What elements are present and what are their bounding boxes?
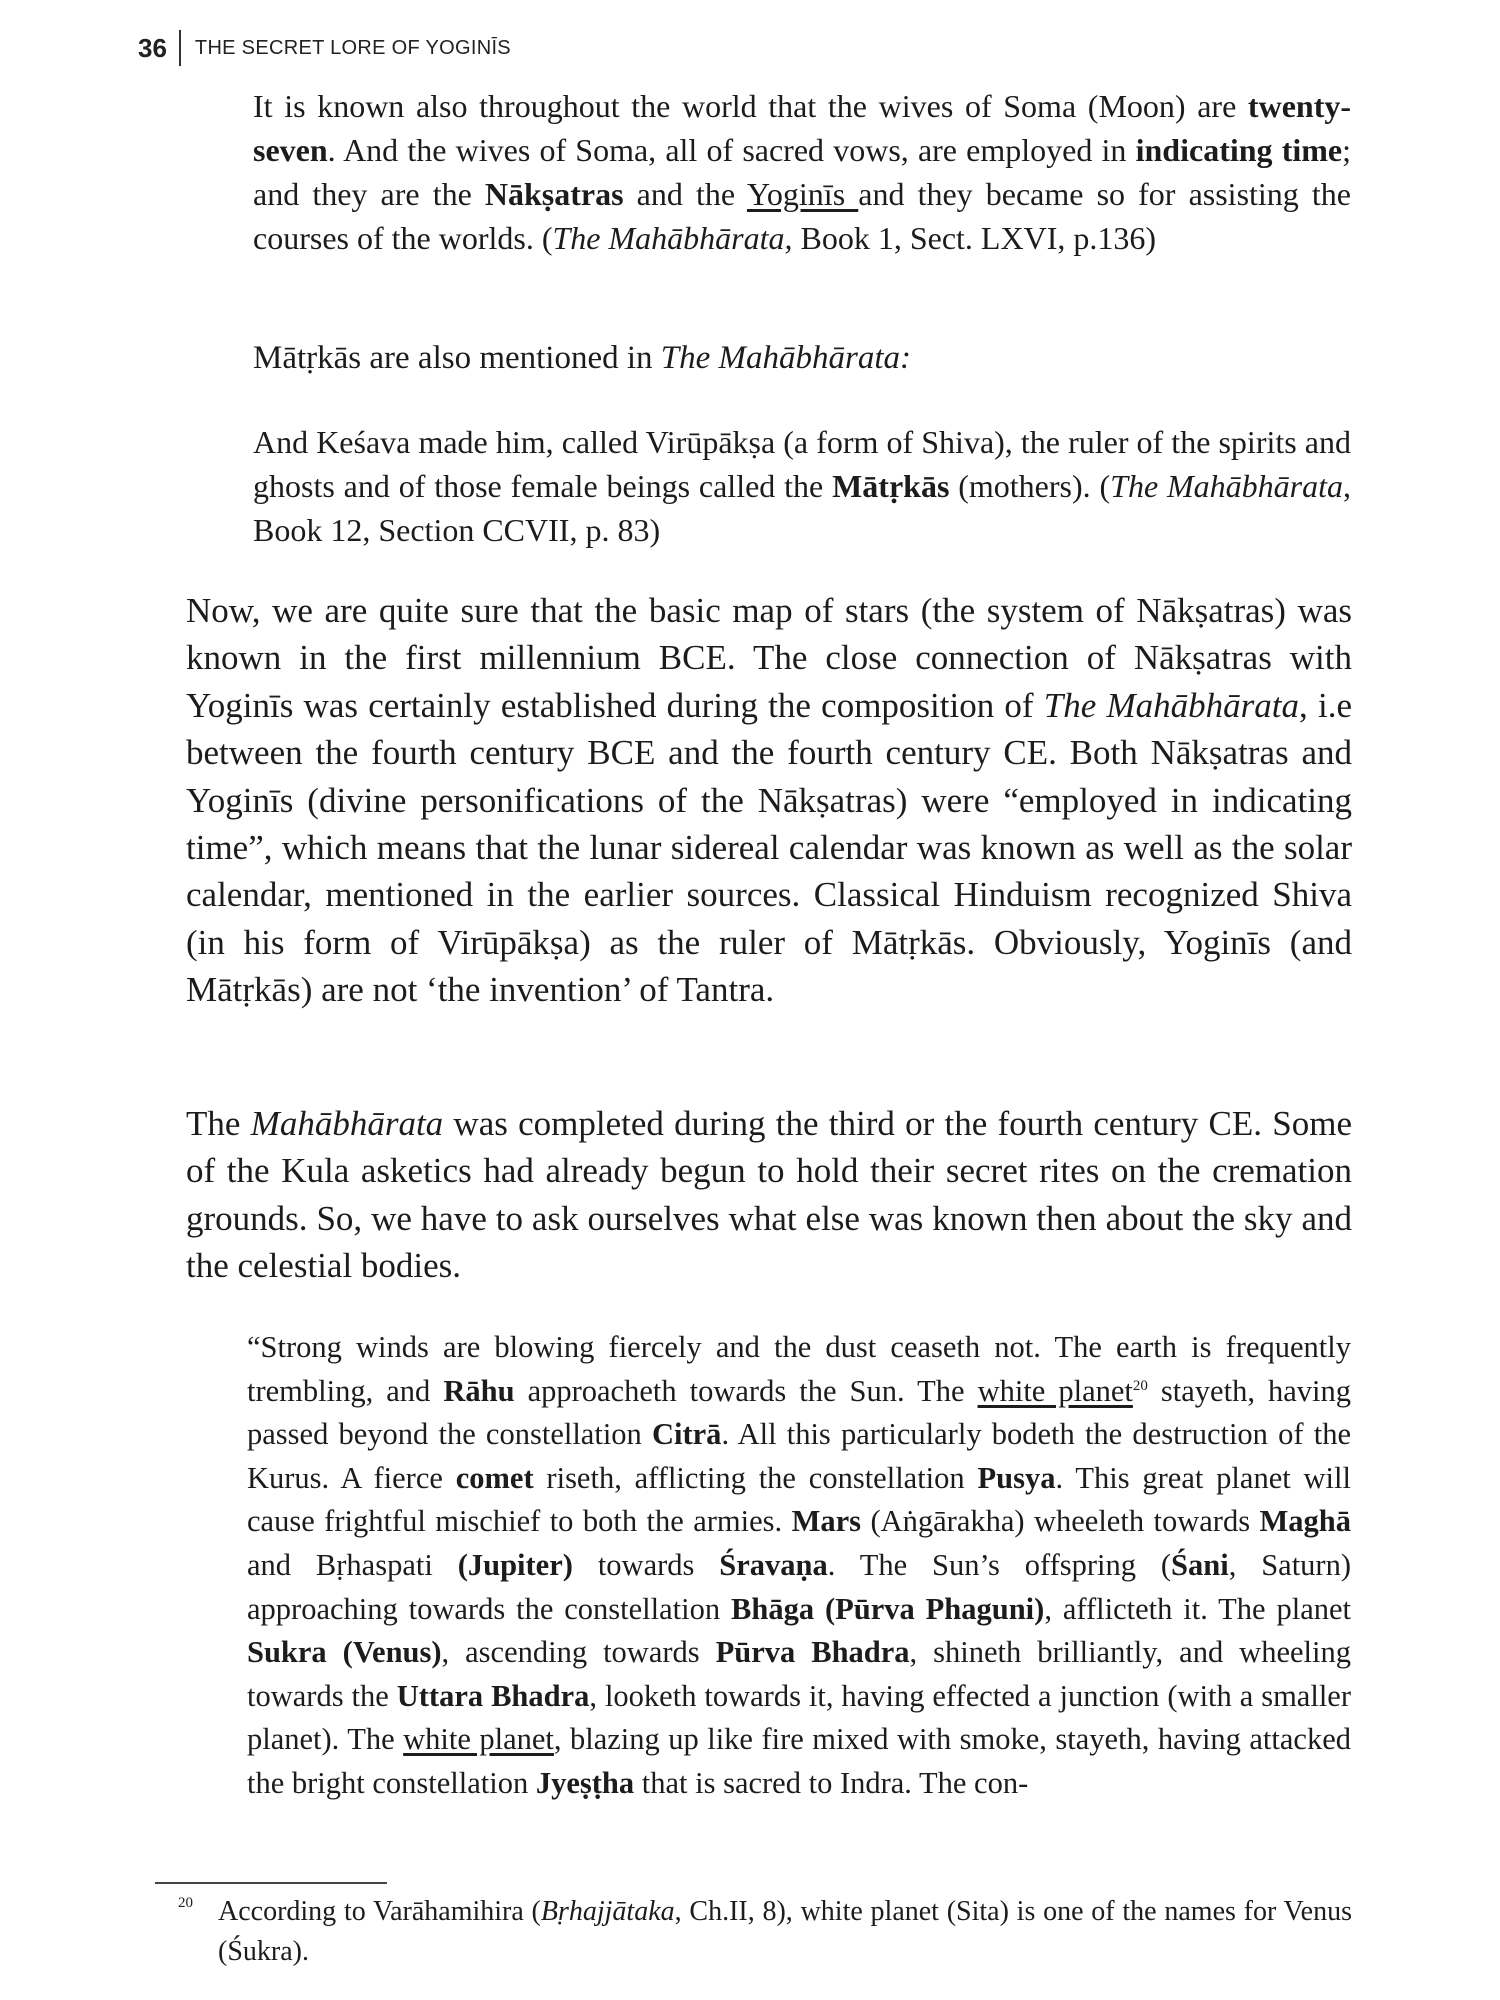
bold-term: comet (455, 1460, 534, 1495)
text-run: , Saturn) approaching towards the constellation (247, 1547, 1351, 1626)
text-run: The (186, 1104, 251, 1143)
text-run: Mātṛkās are also mentioned in (253, 340, 661, 376)
body-paragraph-1 (186, 587, 1352, 1014)
header-divider (179, 30, 181, 66)
bold-term: Rāhu (443, 1373, 515, 1408)
text-run: ; and they are the (253, 132, 1352, 212)
text-run: And Keśava made him, called Virūpākṣa (a form of Shiva), the ruler of the spirits and ghosts and of those female beings called the (253, 424, 1351, 504)
bold-term: Mātṛkās (832, 468, 950, 504)
text-run: , looketh towards it, having effected a junction (with a smaller planet). The (247, 1678, 1351, 1757)
text-run: approacheth towards the Sun. The (514, 1373, 978, 1408)
bold-term: Pūrva Bhadra (715, 1635, 910, 1670)
footnote-reference[interactable]: 20 (1132, 1377, 1148, 1394)
bold-term: Mars (791, 1504, 862, 1539)
italic-title: The Mahābhārata (1110, 468, 1344, 504)
footnote-marker: 20 (178, 1895, 193, 1911)
bold-term: Bhāga (Pūrva Phaguni) (731, 1591, 1045, 1626)
bold-term: (Jupiter) (457, 1547, 573, 1582)
bold-term: Maghā (1259, 1504, 1352, 1539)
text-run: . All this particularly bodeth the destruction of the Kurus. A fierce (247, 1417, 1351, 1495)
text-run: was completed during the third or the fourth century CE. Some of the Kula asketics had already begun to hold their secret rites on the cremation grounds. So, we have to ask ourselves what else was known then about the sky and the celestial bodies. (186, 1104, 1352, 1286)
bold-term: Śravaṇa (719, 1547, 828, 1582)
text-run: and they became so for assisting the courses of the worlds. ( (253, 176, 1351, 256)
bold-term: twenty-seven (253, 88, 1351, 168)
body-paragraph-2 (186, 1100, 1352, 1290)
text-run: , Book 12, Section CCVII, p. 83) (253, 468, 1352, 548)
italic-title: The Mahābhārata: (660, 340, 912, 376)
text-run: , afflicteth it. The planet (1044, 1591, 1352, 1626)
bold-term: Sukra (Venus) (247, 1635, 442, 1670)
text-run: . The Sun’s offspring ( (827, 1547, 1172, 1582)
bold-term: Nākṣatras (484, 176, 624, 212)
italic-title: Bṛhajjātaka (540, 1896, 675, 1927)
block-quote-omens (247, 1326, 1351, 1806)
text-run: , shineth brilliantly, and wheeling towards the (247, 1635, 1351, 1713)
text-run: and the (623, 176, 747, 212)
bold-term: Jyeṣṭha (535, 1765, 635, 1800)
text-run: stayeth, having passed beyond the constellation (247, 1373, 1351, 1452)
block-quote-mahabharata-book1 (253, 84, 1351, 260)
text-run: “Strong winds are blowing fiercely and the dust ceaseth not. The earth is frequently trembling, and (247, 1330, 1351, 1408)
page-number: 36 (138, 32, 167, 63)
bold-term: Citrā (651, 1417, 722, 1452)
text-run: , blazing up like fire mixed with smoke, stayeth, having attacked the bright constellation (247, 1722, 1351, 1800)
italic-title: Mahābhārata (250, 1104, 444, 1143)
text-run: (Aṅgārakha) wheeleth towards (861, 1504, 1260, 1539)
text-run: It is known also throughout the world that the wives of Soma (Moon) are (253, 88, 1248, 124)
underlined-term: white planet (403, 1722, 554, 1757)
running-title: THE SECRET LORE OF YOGINĪS (194, 36, 511, 59)
text-run: Book 1, Sect. LXVI, p.136) (792, 220, 1156, 256)
italic-title: The Mahābhārata (1043, 685, 1300, 725)
text-run: , ascending towards (441, 1635, 716, 1670)
text-run: According to Varāhamihira ( (218, 1896, 541, 1927)
underlined-term: Yoginīs (747, 176, 859, 212)
text-run: and Bṛhaspati (247, 1547, 458, 1582)
text-run: Now, we are quite sure that the basic map of stars (the system of Nākṣatras) was known in the first millennium BCE. The close connection of Nākṣatras with Yoginīs was certainly established during the composition of (186, 591, 1352, 725)
italic-title: The Mahābhārata, (552, 220, 793, 256)
footnote-text (218, 1892, 1352, 1972)
bold-term: Pusya (977, 1460, 1056, 1495)
text-run: towards (572, 1547, 720, 1582)
bold-term: indicating time (1135, 132, 1343, 168)
running-header (138, 28, 511, 68)
text-run: . This great planet will cause frightful mischief to both the armies. (247, 1460, 1351, 1539)
bold-term: Uttara Bhadra (396, 1678, 590, 1713)
text-run: (mothers). ( (949, 468, 1111, 504)
footnote (178, 1892, 1352, 1972)
text-run: riseth, afflicting the constellation (533, 1460, 978, 1495)
footnote-rule (155, 1882, 387, 1884)
text-run: that is sacred to Indra. The con- (634, 1765, 1029, 1800)
bold-term: Śani (1171, 1547, 1229, 1582)
text-run: , i.e between the fourth century BCE and the fourth century CE. Both Nākṣatras and Yoginīs (divine personifications of the Nākṣatras) were “employed in indicating time”, which means that the lunar sidereal calendar was known as well as the solar calendar, mentioned in the earlier sources. Classical Hinduism recognized Shiva (in his form of Virūpākṣa) as the ruler of Mātṛkās. Obviously, Yoginīs (and Mātṛkās) are not ‘the invention’ of Tantra. (186, 685, 1352, 1010)
text-run: . And the wives of Soma, all of sacred vows, are employed in (327, 132, 1136, 168)
underlined-term: white planet (977, 1373, 1133, 1408)
intro-line (253, 336, 1351, 380)
block-quote-mahabharata-book12 (253, 420, 1351, 552)
text-run: , Ch.II, 8), white planet (Sita) is one of the names for Venus (Śukra). (218, 1896, 1352, 1967)
